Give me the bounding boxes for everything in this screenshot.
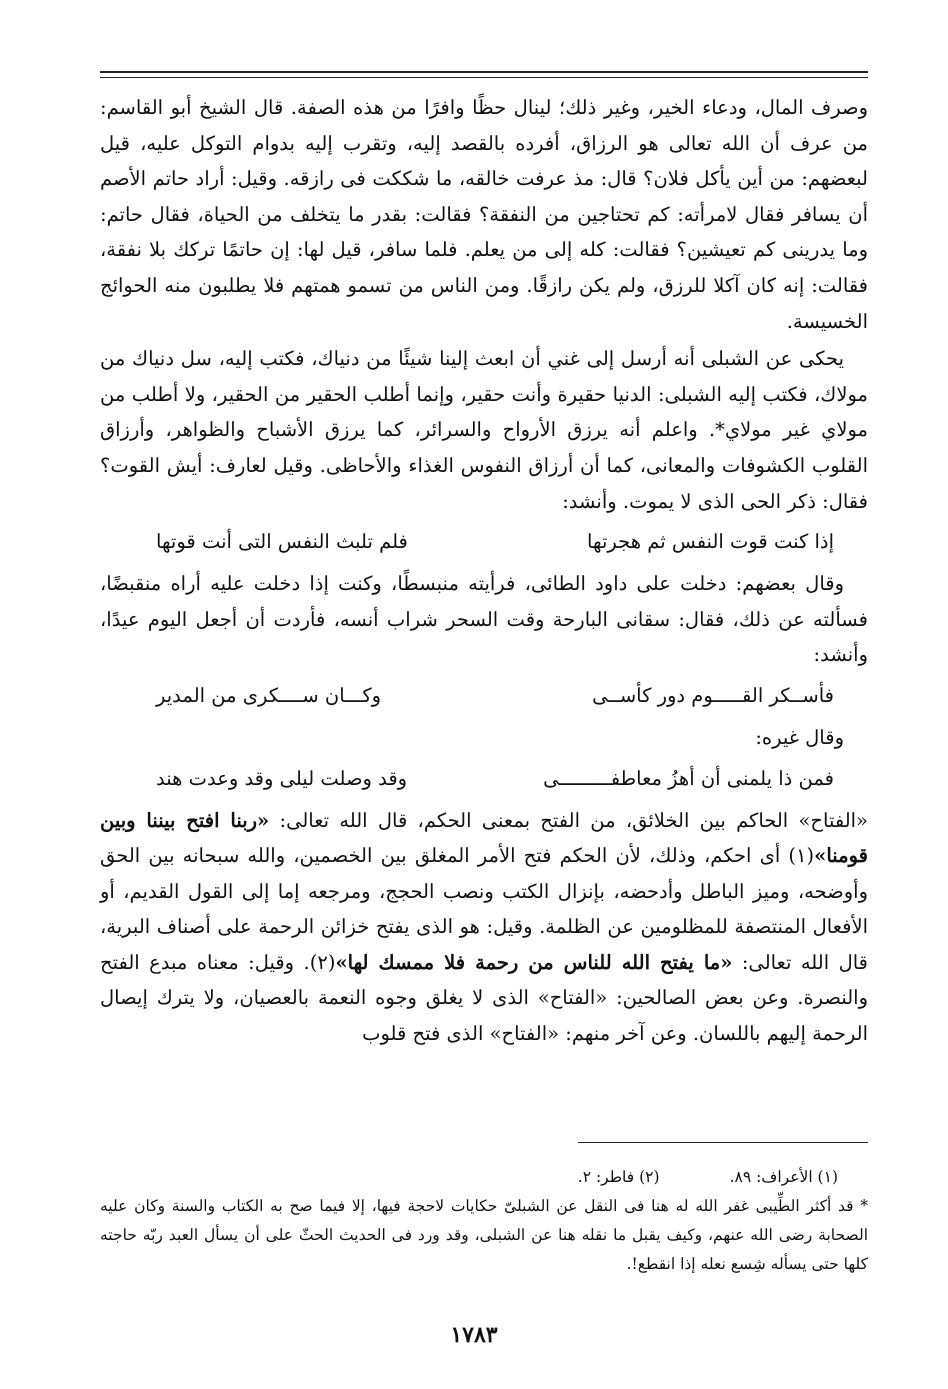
header-rule-thick (100, 71, 868, 73)
fattah-text-a: «الفتاح» الحاكم بين الخلائق، من الفتح بمعنى الحكم، قال الله تعالى: (269, 808, 868, 832)
page-number: ١٧٨٣ (450, 1322, 498, 1348)
footnote-references (100, 1163, 868, 1192)
paragraph-other-said: وقال غيره: (755, 725, 844, 749)
header-rule-thin (100, 77, 868, 78)
verse-line-1 (100, 523, 868, 560)
paragraph-dawud: وقال بعضهم: دخلت على داود الطائى، فرأيته منبسطًا، وكنت إذا دخلت عليه أراه منقبضًا، فسألته عن ذلك، فقال: سقانى البارحة وقت السحر شراب أنسه، فأردت أن أجعل اليوم عيدًا، وأنشد: (100, 572, 868, 667)
footnote-rule (578, 1142, 868, 1143)
verse-3-second-hemistich: وقد وصلت ليلى وقد وعدت هند (156, 766, 408, 790)
footnote-editor-note: * قد أكثر الطِّيبى غفر الله له هنا فى النقل عن الشبلىّ حكايات لاحجة فيها، إلا فيما صح به الكتاب والسنة وكان عليه الصحابة رضى الله عنهم، وكيف يقبل ما نقله هنا عن الشبلى، وقد ورد فى الحديث الحثّ على أن يسأل العبد ربّه حاجته كلها حتى يسأله شِسع نعله إذا انقطع!. (100, 1197, 868, 1273)
quran-quote-2: «ما يفتح الله للناس من رحمة فلا ممسك لها» (335, 950, 733, 974)
main-text (100, 90, 868, 1052)
verse-3-first-hemistich: فمن ذا يلمنى أن أهزُ معاطفـــــــــى (543, 766, 834, 790)
footnote-ref-2: (٢) فاطر: ٢. (577, 1168, 660, 1186)
paragraph-shibli: يحكى عن الشبلى أنه أرسل إلى غني أن ابعث إلينا شيئًا من دنياك، فكتب إليه، سل دنياك من مولاك، فكتب إليه الشبلى: الدنيا حقيرة وأنت حقير، وإنما أطلب الحقير من الحقير، ولا أطلب من مولاي غير مولاي*. واعلم أنه يرزق الأرواح والسرائر، كما يرزق الأشباح والظواهر، وأرزاق القلوب الكشوفات والمعانى، كما أن أرزاق النفوس الغذاء والأحاظى. وقيل لعارف: أيش القوت؟ فقال: ذكر الحى الذى لا يموت. وأنشد: (100, 347, 868, 513)
quran-quote-1: «ربنا افتح بيننا وبين قومنا» (100, 808, 868, 868)
verse-2-first-hemistich: فأســكر القـــــوم دور كأســى (592, 683, 834, 707)
paragraph-al-fattah (100, 803, 868, 1052)
fattah-text-b: (١) أى احكم، وذلك، لأن الحكم فتح الأمر المغلق بين الخصمين، والله سبحانه بين الحق وأوضحه، وميز الباطل وأدحضه، بإنزال الكتب ونصب الحجج، ومرجعه إما إلى القول القديم، أو الأفعال المنتصفة للمظلومين عن الظلمة. وقيل: هو الذى يفتح خزائن الرحمة على أصناف البرية، قال الله تعالى: (100, 844, 868, 974)
verse-1-second-hemistich: فلم تلبث النفس التى أنت قوتها (156, 530, 408, 554)
verse-1-first-hemistich: إذا كنت قوت النفس ثم هجرتها (587, 530, 834, 554)
paragraph-hatim: وصرف المال، ودعاء الخير، وغير ذلك؛ لينال حظًا وافرًا من هذه الصفة. قال الشيخ أبو القاسم: من عرف أن الله تعالى هو الرزاق، أفرده بالقصد إليه، وتقرب إليه بدوام التوكل عليه، قيل لبعضهم: من أين يأكل فلان؟ قال: مذ عرفت خالقه، ما شككت فى رازقه. وقيل: أراد حاتم الأصم أن يسافر فقال لامرأته: كم تحتاجين من النفقة؟ فقالت: بقدر ما يتخلف من الحياة، فقال حاتم: وما يدرينى كم تعيشين؟ فقالت: كله إلى من يعلم. فلما سافر، قيل لها: إن حاتمًا تركك بلا نفقة، فقالت: إنه كان آكلا للرزق، ولم يكن رازقًا. ومن الناس من تسمو همتهم فلا يطلبون منه الحوائج الخسيسة. (100, 96, 868, 333)
fattah-text-c: (٢). وقيل: معناه مبدع الفتح والنصرة. وعن بعض الصالحين: «الفتاح» الذى لا يغلق وجوه النعمة بالعصيان، ولا يترك إيصال الرحمة إليهم باللسان. وعن آخر منهم: «الفتاح» الذى فتح قلوب (100, 950, 868, 1046)
verse-line-3 (100, 760, 868, 797)
verse-2-second-hemistich: وكـــان ســــكرى من المدير (156, 683, 382, 707)
verse-line-2 (100, 677, 868, 714)
footnote-ref-1: (١) الأعراف: ٨٩. (729, 1168, 838, 1186)
footnotes (100, 1163, 868, 1279)
